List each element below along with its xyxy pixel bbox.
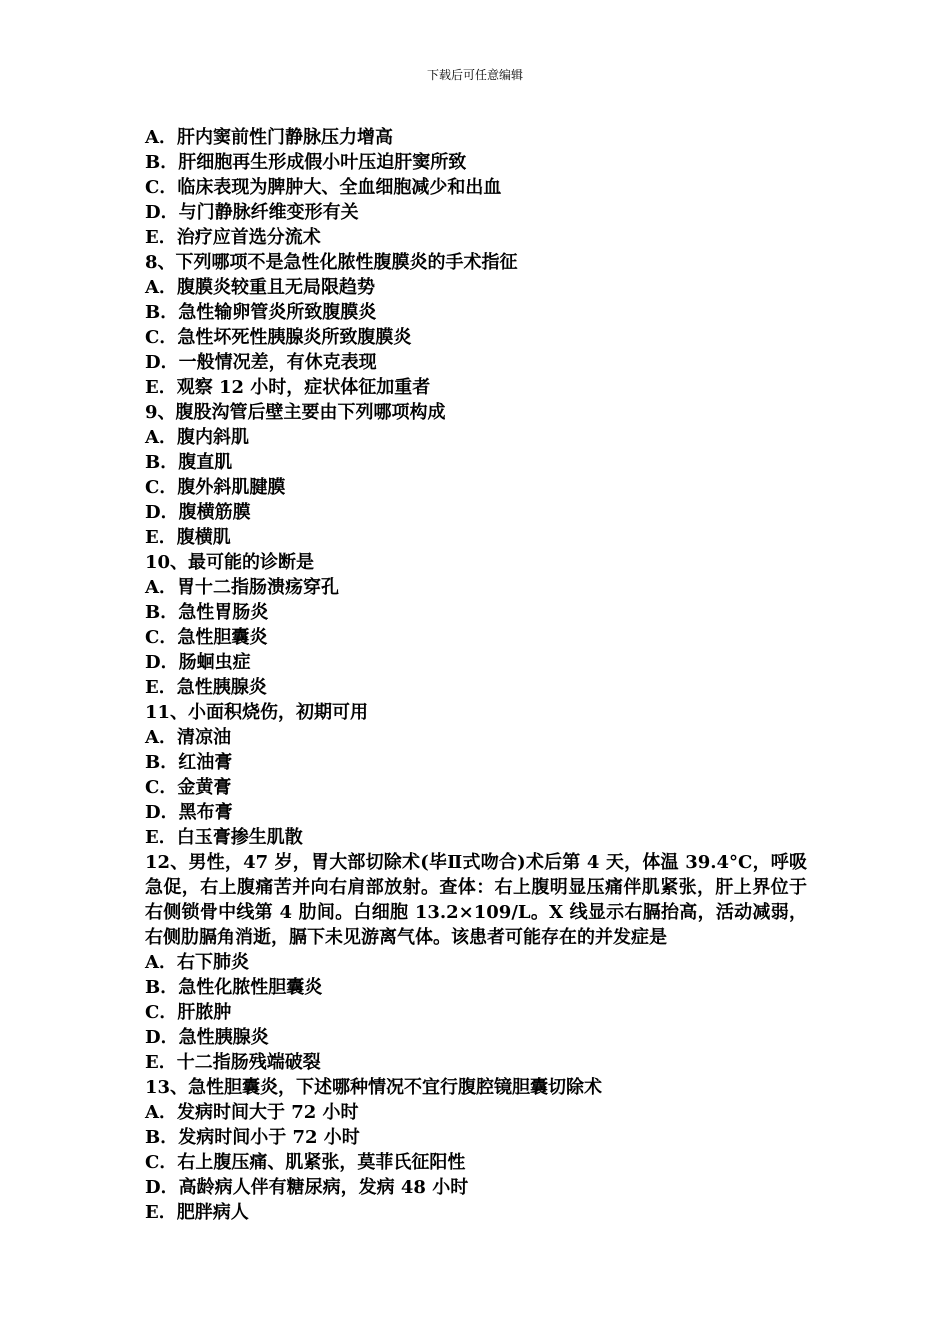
answer-option: B．急性化脓性胆囊炎 bbox=[145, 977, 323, 998]
answer-option: D．黑布膏 bbox=[145, 802, 233, 823]
answer-option: C．急性胆囊炎 bbox=[145, 627, 268, 648]
answer-option: E．腹横肌 bbox=[145, 527, 231, 548]
answer-option: A．腹膜炎较重且无局限趋势 bbox=[145, 277, 375, 298]
answer-option: B．红油膏 bbox=[145, 752, 233, 773]
answer-option: B．急性输卵管炎所致腹膜炎 bbox=[145, 302, 377, 323]
answer-option: A．肝内窦前性门静脉压力增高 bbox=[145, 127, 393, 148]
answer-option: D．高龄病人伴有糖尿病，发病 48 小时 bbox=[145, 1177, 469, 1198]
answer-option: D．一般情况差，有休克表现 bbox=[145, 352, 377, 373]
answer-option: D．与门静脉纤维变形有关 bbox=[145, 202, 359, 223]
question-10: 10、最可能的诊断是 bbox=[145, 552, 315, 573]
question-13: 13、急性胆囊炎，下述哪种情况不宜行腹腔镜胆囊切除术 bbox=[145, 1077, 603, 1098]
answer-option: C．右上腹压痛、肌紧张，莫菲氏征阳性 bbox=[145, 1152, 466, 1173]
answer-option: A．腹内斜肌 bbox=[145, 427, 249, 448]
question-11: 11、小面积烧伤，初期可用 bbox=[145, 702, 369, 723]
answer-option: D．肠蛔虫症 bbox=[145, 652, 251, 673]
answer-option: B．肝细胞再生形成假小叶压迫肝窦所致 bbox=[145, 152, 467, 173]
answer-option: D．腹横筋膜 bbox=[145, 502, 251, 523]
answer-option: B．腹直肌 bbox=[145, 452, 233, 473]
page-header: 下载后可任意编辑 bbox=[426, 68, 523, 82]
question-12: 12、男性，47 岁，胃大部切除术(毕Ⅱ式吻合)术后第 4 天，体温 39.4°C，呼吸急促，右上腹痛苦并向右肩部放射。查体：右上腹明显压痛伴肌紧张，肝上界位于右侧锁骨中线第 4 肋间。白细胞 13.2×109/L。X 线显示右膈抬高，活动减弱，右侧肋膈角消逝，膈下未见游离气体。该患者可能存在的并发症是 bbox=[145, 852, 807, 948]
answer-option: A．清凉油 bbox=[145, 727, 231, 748]
answer-option: B．急性胃肠炎 bbox=[145, 602, 269, 623]
answer-option: B．发病时间小于 72 小时 bbox=[145, 1127, 360, 1148]
answer-option: E．肥胖病人 bbox=[145, 1202, 249, 1223]
answer-option: A．发病时间大于 72 小时 bbox=[145, 1102, 359, 1123]
answer-option: E．急性胰腺炎 bbox=[145, 677, 267, 698]
answer-option: E．十二指肠残端破裂 bbox=[145, 1052, 321, 1073]
answer-option: A．右下肺炎 bbox=[145, 952, 249, 973]
answer-option: C．肝脓肿 bbox=[145, 1002, 232, 1023]
answer-option: E．白玉膏掺生肌散 bbox=[145, 827, 303, 848]
answer-option: A．胃十二指肠溃疡穿孔 bbox=[145, 577, 339, 598]
answer-option: C．金黄膏 bbox=[145, 777, 232, 798]
answer-option: C．临床表现为脾肿大、全血细胞减少和出血 bbox=[145, 177, 502, 198]
answer-option: D．急性胰腺炎 bbox=[145, 1027, 269, 1048]
answer-option: E．观察 12 小时，症状体征加重者 bbox=[145, 377, 431, 398]
document-body bbox=[145, 125, 807, 1225]
question-8: 8、下列哪项不是急性化脓性腹膜炎的手术指征 bbox=[145, 252, 518, 273]
answer-option: C．急性坏死性胰腺炎所致腹膜炎 bbox=[145, 327, 412, 348]
answer-option: C．腹外斜肌腱膜 bbox=[145, 477, 286, 498]
answer-option: E．治疗应首选分流术 bbox=[145, 227, 321, 248]
question-9: 9、腹股沟管后壁主要由下列哪项构成 bbox=[145, 402, 446, 423]
